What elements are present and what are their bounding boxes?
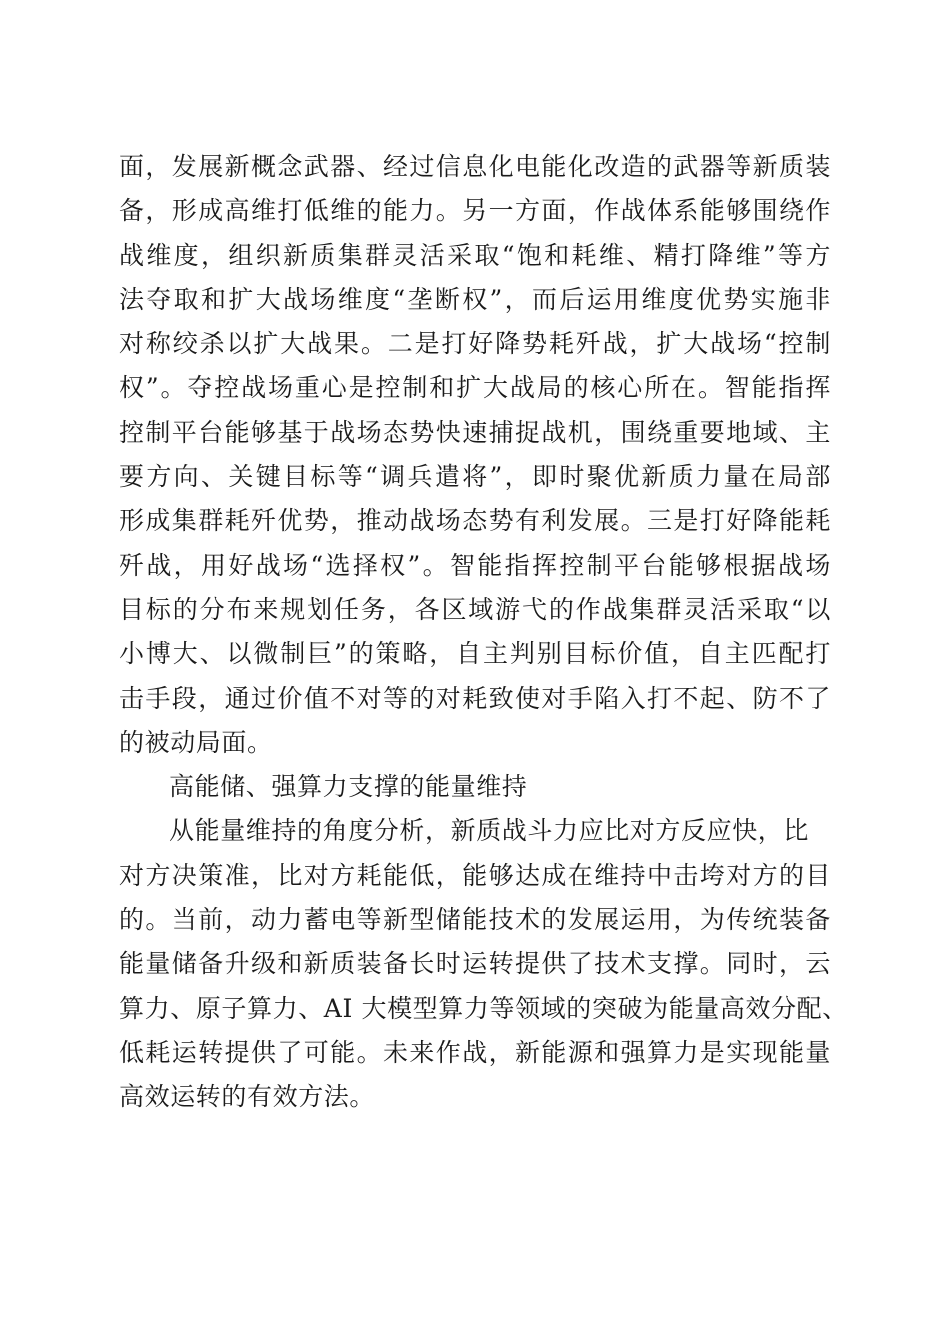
text-line: 对方决策准，比对方耗能低，能够达成在维持中击垮对方的目 [119, 860, 831, 890]
text-line: 形成集群耗歼优势，推动战场态势有利发展。三是打好降能耗 [119, 506, 831, 536]
text-line: 击手段，通过价值不对等的对耗致使对手陷入打不起、防不了 [119, 683, 831, 713]
text-line: 低耗运转提供了可能。未来作战，新能源和强算力是实现能量 [119, 1037, 831, 1067]
document-body [119, 145, 848, 1120]
text-line: 目标的分布来规划任务，各区域游弋的作战集群灵活采取“以 [119, 594, 831, 624]
section-subheading: 高能储、强算力支撑的能量维持 [169, 772, 528, 802]
text-line: 对称绞杀以扩大战果。二是打好降势耗歼战，扩大战场“控制 [119, 329, 831, 359]
paragraph-2 [119, 809, 848, 1119]
text-line: 算力、原子算力、AI 大模型算力等领域的突破为能量高效分配、 [119, 993, 848, 1023]
text-line: 的。当前，动力蓄电等新型储能技术的发展运用，为传统装备 [119, 905, 831, 935]
text-line: 小博大、以微制巨”的策略，自主判别目标价值，自主匹配打 [119, 639, 831, 669]
text-line: 要方向、关键目标等“调兵遣将”，即时聚优新质力量在局部 [119, 462, 831, 492]
text-line: 备，形成高维打低维的能力。另一方面，作战体系能够围绕作 [119, 196, 831, 226]
text-line: 能量储备升级和新质装备长时运转提供了技术支撑。同时，云 [119, 949, 831, 979]
text-line: 权”。夺控战场重心是控制和扩大战局的核心所在。智能指挥 [119, 373, 831, 403]
text-line: 从能量维持的角度分析，新质战斗力应比对方反应快，比 [169, 816, 810, 846]
text-line: 歼战，用好战场“选择权”。智能指挥控制平台能够根据战场 [119, 550, 831, 580]
paragraph-1 [119, 145, 831, 765]
text-line: 控制平台能够基于战场态势快速捕捉战机，围绕重要地域、主 [119, 417, 831, 447]
text-line: 法夺取和扩大战场维度“垄断权”，而后运用维度优势实施非 [119, 284, 831, 314]
text-line: 的被动局面。 [119, 727, 273, 757]
text-line: 战维度，组织新质集群灵活采取“饱和耗维、精打降维”等方 [119, 240, 831, 270]
text-line: 面，发展新概念武器、经过信息化电能化改造的武器等新质装 [119, 152, 831, 181]
text-line: 高效运转的有效方法。 [119, 1082, 376, 1112]
